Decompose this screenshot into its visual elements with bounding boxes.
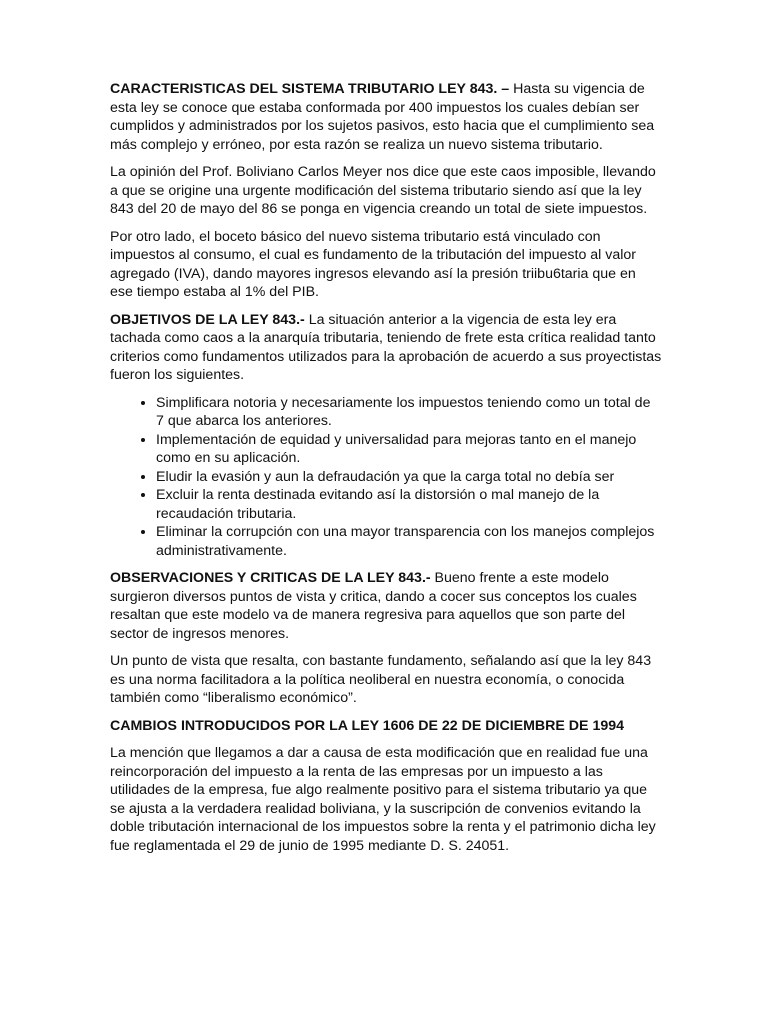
characteristics-intro-text: Hasta su vigencia de esta ley se conoce que estaba conformada por 400 impuestos los cuales debían ser cumplidos y administrados por los sujetos pasivos, esto hacia que el cumplimiento sea más complejo y erróneo, por esta razón se realiza un nuevo sistema tributario. xyxy=(110,81,655,153)
consumption-tax-paragraph: Por otro lado, el boceto básico del nuevo sistema tributario está vinculado con impuestos al consumo, el cual es fundamento de la tributación del impuesto al valor agregado (IVA), dando mayores ingresos elevando así la presión triibu6taria que en ese tiempo estaba al 1% del PIB. xyxy=(110,228,637,300)
section-observations-paragraph xyxy=(110,569,662,643)
objectives-intro-text: La situación anterior a la vigencia de esta ley era tachada como caos a la anarquía tributaria, teniendo de frete esta crítica realidad tanto criterios como fundamentos utilizados para la aprobación de acuerdo a sus proyectistas fueron los siguientes. xyxy=(110,311,662,383)
section-heading-changes-1606: CAMBIOS INTRODUCIDOS POR LA LEY 1606 DE 22 DE DICIEMBRE DE 1994 xyxy=(110,717,625,734)
list-item: • Excluir la renta destinada evitando así la distorsión o mal manejo de la recaudación tributaria. xyxy=(156,486,662,523)
section-heading-observations: OBSERVACIONES Y CRITICAS DE LA LEY 843.- xyxy=(110,570,431,586)
section-heading-objectives: OBJETIVOS DE LA LEY 843.- xyxy=(110,311,305,328)
objectives-list xyxy=(110,394,662,561)
observations-intro-text: Bueno frente a este modelo surgieron diversos puntos de vista y critica, dando a cocer sus conceptos los cuales resaltan que este modelo va de manera regresiva para aquellos que son parte del sector de ingresos menores. xyxy=(110,570,637,642)
list-item: • Simplificara notoria y necesariamente los impuestos teniendo como un total de 7 que abarca los anteriores. xyxy=(156,394,662,431)
section-heading-characteristics: CARACTERISTICAS DEL SISTEMA TRIBUTARIO LEY 843. – xyxy=(110,81,510,97)
changes-1606-paragraph: La mención que llegamos a dar a causa de esta modificación que en realidad fue una reincorporación del impuesto a la renta de las empresas por un impuesto a las utilidades de la empresa, fue algo realmente positivo para el sistema tributario ya que se ajusta a la verdadera realidad boliviana, y la suscripción de convenios evitando la doble tributación internacional de los impuestos sobre la renta y el patrimonio dicha ley fue reglamentada el 29 de junio de 1995 mediante D. S. 24051. xyxy=(110,745,656,854)
document-page xyxy=(110,80,662,864)
neoliberal-paragraph: Un punto de vista que resalta, con bastante fundamento, señalando así que la ley 843 es una norma facilitadora a la política neoliberal en nuestra economía, o conocida también como “liberalismo económico”. xyxy=(110,653,652,706)
list-item: • Eludir la evasión y aun la defraudación ya que la carga total no debía ser xyxy=(156,468,662,487)
list-item: • Implementación de equidad y universalidad para mejoras tanto en el manejo como en su aplicación. xyxy=(156,431,662,468)
section-characteristics-paragraph xyxy=(110,80,662,154)
section-objectives-paragraph xyxy=(110,311,662,385)
list-item: • Eliminar la corrupción con una mayor transparencia con los manejos complejos administrativamente. xyxy=(156,523,662,560)
meyer-opinion-paragraph: La opinión del Prof. Boliviano Carlos Meyer nos dice que este caos imposible, llevando a que se origine una urgente modificación del sistema tributario siendo así que la ley 843 del 20 de mayo del 86 se ponga en vigencia creando un total de siete impuestos. xyxy=(110,164,656,217)
